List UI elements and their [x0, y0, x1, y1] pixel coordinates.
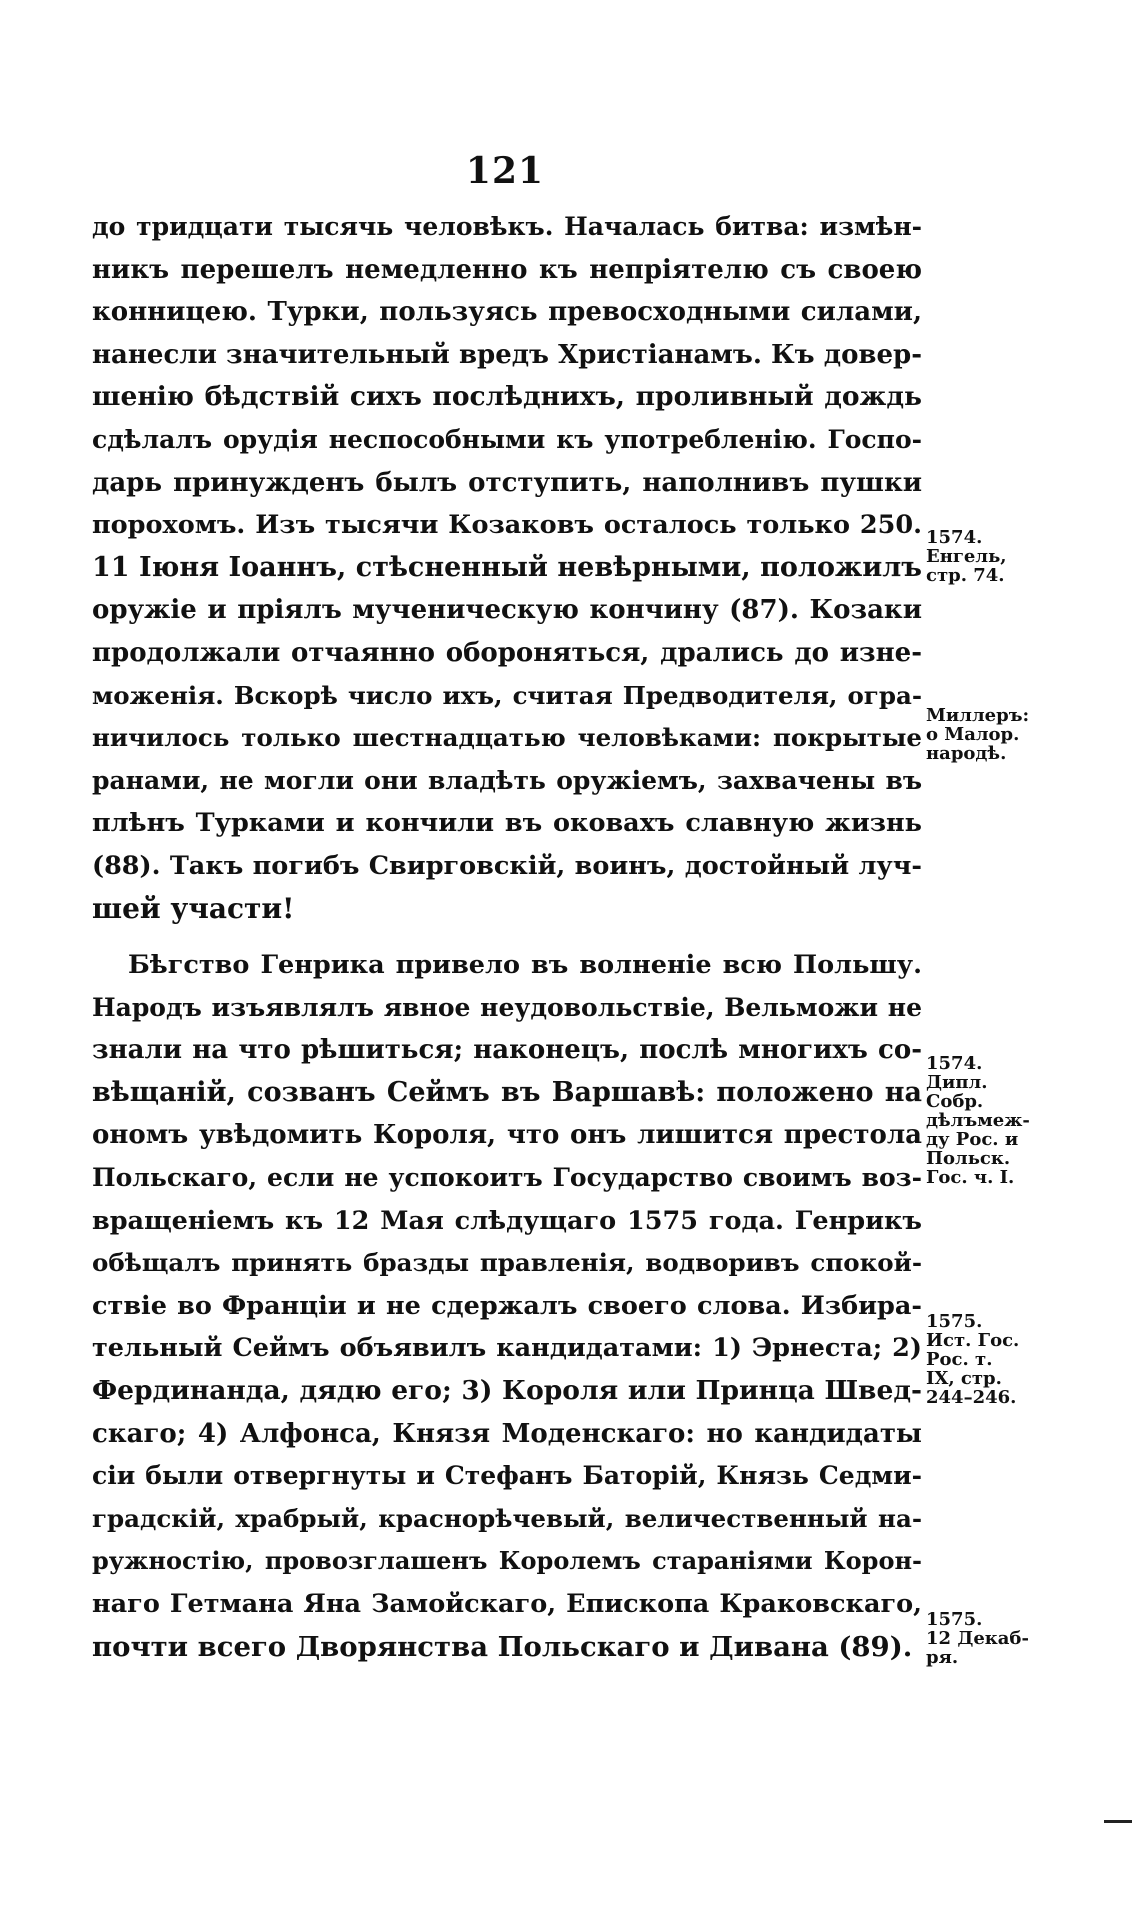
text-line: Народъ изъявлялъ явное неудовольствіе, Вельможи не — [92, 992, 922, 1022]
margin-note-line: дѣлъмеж- — [926, 1110, 1030, 1131]
text-line: обѣщалъ принять бразды правленія, водворивъ спокой- — [92, 1248, 922, 1278]
text-line: скаго; 4) Алфонса, Князя Моденскаго: но кандидаты — [92, 1418, 922, 1449]
page-number: 121 — [465, 150, 545, 192]
margin-note-line: Польск. — [926, 1148, 1011, 1169]
text-line: градскій, храбрый, краснорѣчевый, величественный на- — [92, 1503, 922, 1533]
margin-note-line: Енгель, — [926, 546, 1007, 567]
text-line: Бѣгство Генрика привело въ волненіе всю Польшу. — [128, 950, 922, 981]
margin-note-line: о Малор. — [926, 724, 1020, 745]
text-line: дарь принужденъ былъ отступить, наполнивъ пушки — [92, 467, 922, 498]
text-line: шей участи! — [92, 891, 295, 925]
text-line: ничилось только шестнадцатью человѣками: покрытые — [92, 723, 922, 753]
text-line: оружіе и пріялъ мученическую кончину (87). Козаки — [92, 595, 922, 626]
text-line: наго Гетмана Яна Замойскаго, Епископа Краковскаго, — [92, 1589, 922, 1619]
margin-note — [926, 706, 1029, 763]
text-line: нанесли значительный вредъ Христіанамъ. Къ довер- — [92, 339, 922, 370]
text-line: вращеніемъ къ 12 Мая слѣдущаго 1575 года. Генрикъ — [92, 1205, 922, 1236]
margin-note-line: Ист. Гос. — [926, 1330, 1020, 1351]
margin-note-line: ду Рос. и — [926, 1129, 1019, 1150]
margin-note-line: стр. 74. — [926, 565, 1005, 586]
text-line: почти всего Дворянства Польскаго и Дивана (89). — [92, 1630, 913, 1663]
text-line: 11 Іюня Іоаннъ, стѣсненный невѣрными, положилъ — [92, 551, 922, 583]
paragraph-1 — [92, 206, 922, 930]
text-line: Польскаго, если не успокоитъ Государство своимъ воз- — [92, 1163, 922, 1193]
margin-note-line: Собр. — [926, 1091, 984, 1112]
text-line: ствіе во Франціи и не сдержалъ своего слова. Избира- — [92, 1290, 922, 1321]
text-line: Фердинанда, дядю его; 3) Короля или Принца Швед- — [92, 1375, 922, 1407]
margin-note-line: 1574. — [926, 527, 983, 548]
margin-note-line: Дипл. — [926, 1072, 988, 1093]
text-line: ранами, не могли они владѣть оружіемъ, захвачены въ — [92, 765, 922, 795]
text-line: конницею. Турки, пользуясь превосходными силами, — [92, 297, 922, 328]
margin-note-line: 1575. — [926, 1609, 983, 1630]
text-line: порохомъ. Изъ тысячи Козаковъ осталось только 250. — [92, 510, 922, 541]
margin-note-line: 1575. — [926, 1311, 983, 1332]
text-line: ономъ увѣдомить Короля, что онъ лишится престола — [92, 1120, 922, 1151]
margin-note-line: народѣ. — [926, 743, 1007, 764]
text-line: сдѣлалъ орудія неспособными къ употребленію. Госпо- — [92, 424, 922, 454]
text-line: никъ перешелъ немедленно къ непріятелю съ своею — [92, 254, 922, 285]
margin-note-line: Миллеръ: — [926, 705, 1030, 726]
paragraph-2 — [92, 944, 922, 1668]
margin-note-line: Рос. т. — [926, 1349, 993, 1370]
text-line: сіи были отвергнуты и Стефанъ Баторій, Князь Седми- — [92, 1461, 922, 1491]
margin-note-line: 12 Декаб- — [926, 1628, 1029, 1649]
text-line: продолжали отчаянно обороняться, дрались до изне- — [92, 637, 922, 668]
text-line: шенію бѣдствій сихъ послѣднихъ, проливный дождь — [92, 381, 922, 413]
text-line: (88). Такъ погибъ Свирговскій, воинъ, достойный луч- — [92, 850, 922, 881]
margin-note-line: ря. — [926, 1647, 959, 1668]
margin-note — [926, 1054, 1030, 1187]
body-text — [92, 206, 922, 1668]
margin-note — [926, 1312, 1019, 1407]
text-line: плѣнъ Турками и кончили въ оковахъ славную жизнь — [92, 808, 922, 839]
text-line: вѣщаній, созванъ Сеймъ въ Варшавѣ: положено на — [92, 1076, 922, 1108]
text-line: моженія. Вскорѣ число ихъ, считая Предводителя, огра- — [92, 680, 922, 710]
scan-mark — [1104, 1820, 1132, 1823]
margin-note-line: 1574. — [926, 1053, 983, 1074]
margin-note — [926, 1610, 1029, 1667]
margin-note-line: 244–246. — [926, 1387, 1017, 1408]
margin-note — [926, 528, 1007, 585]
margin-note-line: IX, стр. — [926, 1368, 1002, 1389]
text-line: тельный Сеймъ объявилъ кандидатами: 1) Эрнеста; 2) — [92, 1333, 922, 1364]
text-line: до тридцати тысячь человѣкъ. Началась битва: измѣн- — [92, 212, 922, 241]
margin-note-line: Гос. ч. I. — [926, 1167, 1015, 1188]
text-line: ружностію, провозглашенъ Королемъ стараніями Корон- — [92, 1546, 922, 1576]
text-line: знали на что рѣшиться; наконецъ, послѣ многихъ со- — [92, 1035, 922, 1066]
